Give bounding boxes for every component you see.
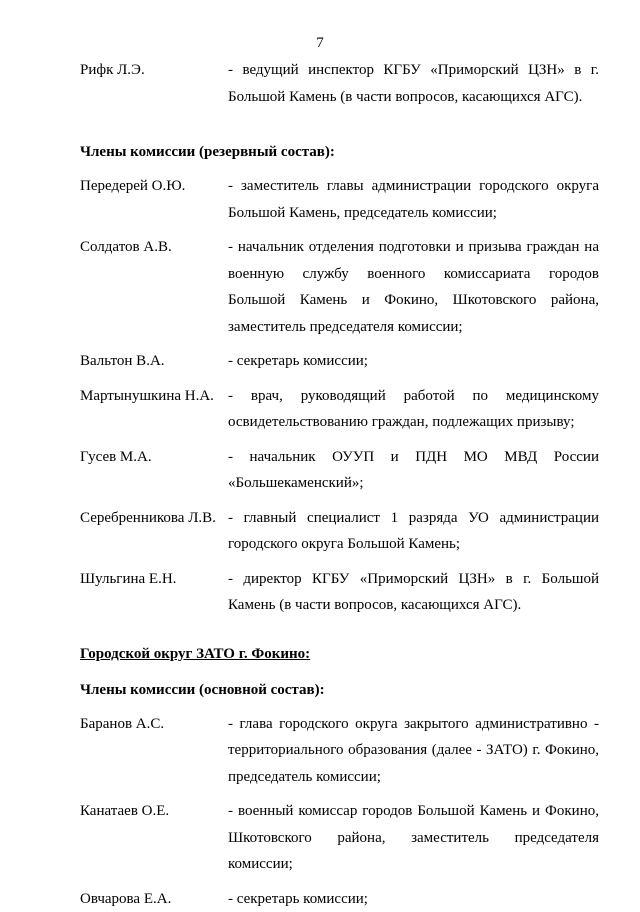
member-name: Канатаев О.Е. (80, 798, 228, 878)
member-entry (80, 444, 599, 497)
member-name: Овчарова Е.А. (80, 886, 228, 912)
member-entry (80, 348, 599, 375)
section-heading-reserve: Члены комиссии (резервный состав): (80, 139, 599, 165)
member-name: Вальтон В.А. (80, 348, 228, 375)
member-entry (80, 57, 599, 110)
member-name: Серебренникова Л.В. (80, 505, 228, 558)
member-name: Гусев М.А. (80, 444, 228, 497)
member-role: - главный специалист 1 разряда УО администрации городского округа Большой Камень; (228, 505, 599, 558)
member-role: - секретарь комиссии; (228, 348, 599, 375)
member-role: - глава городского округа закрытого административно - территориального образования (далее - ЗАТО) г. Фокино, председатель комиссии; (228, 711, 599, 791)
member-role: - ведущий инспектор КГБУ «Приморский ЦЗН» в г. Большой Камень (в части вопросов, касающихся АГС). (228, 57, 599, 110)
member-entry (80, 886, 599, 912)
member-entry (80, 173, 599, 226)
member-role: - начальник отделения подготовки и призыва граждан на военную службу военного комиссариата городов Большой Камень и Фокино, Шкотовского района, заместитель председателя комиссии; (228, 234, 599, 340)
member-entry (80, 711, 599, 791)
member-entry (80, 383, 599, 436)
member-name: Солдатов А.В. (80, 234, 228, 340)
section-heading-main: Члены комиссии (основной состав): (80, 677, 599, 703)
member-role: - директор КГБУ «Приморский ЦЗН» в г. Большой Камень (в части вопросов, касающихся АГС). (228, 566, 599, 619)
section-heading-fokino: Городской округ ЗАТО г. Фокино: (80, 641, 599, 667)
document-body (80, 57, 599, 912)
member-name: Баранов А.С. (80, 711, 228, 791)
member-name: Передерей О.Ю. (80, 173, 228, 226)
member-role: - начальник ОУУП и ПДН МО МВД России «Большекаменский»; (228, 444, 599, 497)
member-entry (80, 566, 599, 619)
member-entry (80, 234, 599, 340)
member-role: - врач, руководящий работой по медицинскому освидетельствованию граждан, подлежащих призыву; (228, 383, 599, 436)
member-role: - секретарь комиссии; (228, 886, 599, 912)
member-name: Рифк Л.Э. (80, 57, 228, 110)
member-role: - военный комиссар городов Большой Камень и Фокино, Шкотовского района, заместитель председателя комиссии; (228, 798, 599, 878)
member-name: Шульгина Е.Н. (80, 566, 228, 619)
page-number: 7 (0, 34, 640, 52)
member-entry (80, 798, 599, 878)
member-name: Мартынушкина Н.А. (80, 383, 228, 436)
member-role: - заместитель главы администрации городского округа Большой Камень, председатель комиссии; (228, 173, 599, 226)
member-entry (80, 505, 599, 558)
